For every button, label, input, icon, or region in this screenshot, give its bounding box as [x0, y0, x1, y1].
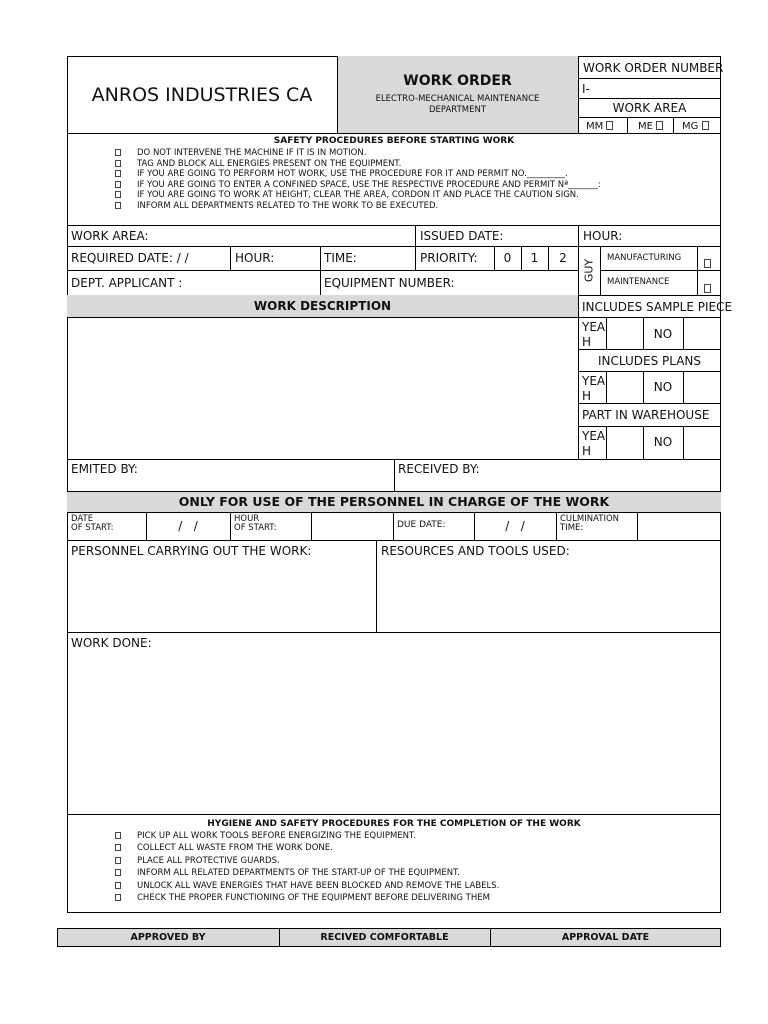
checkbox[interactable]	[115, 160, 121, 167]
divider	[606, 371, 607, 403]
divider	[578, 98, 721, 99]
priority-option-0[interactable]: 0	[503, 251, 512, 265]
form-subtitle: ELECTRO-MECHANICAL MAINTENANCE	[375, 94, 540, 104]
divider	[578, 371, 721, 372]
approved-by-label: APPROVED BY	[130, 932, 206, 943]
form-subtitle: DEPARTMENT	[428, 105, 487, 115]
divider	[578, 56, 579, 133]
priority-label: PRIORITY:	[420, 251, 478, 265]
divider	[673, 117, 674, 133]
divider	[683, 371, 684, 403]
due-date-label: DUE DATE:	[397, 520, 446, 530]
divider	[393, 512, 394, 540]
safety-after-list	[115, 832, 715, 906]
part-in-warehouse-label: PART IN WAREHOUSE	[582, 408, 710, 422]
divider	[697, 246, 698, 295]
divider	[578, 78, 721, 79]
divider	[600, 246, 601, 295]
divider	[606, 426, 607, 459]
divider	[67, 225, 721, 226]
divider	[578, 117, 721, 118]
manufacturing-checkbox[interactable]	[704, 252, 711, 271]
divider	[67, 814, 721, 815]
divider	[67, 270, 578, 271]
safety-item: UNLOCK ALL WAVE ENERGIES THAT HAVE BEEN BLOCKED AND REMOVE THE LABELS.	[115, 882, 715, 894]
divider	[578, 426, 721, 427]
safety-after-title: HYGIENE AND SAFETY PROCEDURES FOR THE COMPLETION OF THE WORK	[207, 819, 581, 829]
divider	[67, 133, 721, 134]
personnel-section-title: ONLY FOR USE OF THE PERSONNEL IN CHARGE OF THE WORK	[178, 494, 610, 509]
safety-item: INFORM ALL DEPARTMENTS RELATED TO THE WORK TO BE EXECUTED.	[115, 202, 715, 213]
maintenance-label: MAINTENANCE	[607, 277, 670, 287]
form-title: WORK ORDER	[403, 73, 512, 89]
emited-by-field[interactable]: EMITED BY:	[71, 462, 138, 476]
hour-of-start-label: HOUR OF START:	[234, 514, 277, 533]
divider	[683, 426, 684, 459]
checkbox[interactable]	[656, 121, 663, 130]
safety-before-list	[115, 149, 715, 212]
divider	[394, 459, 395, 491]
warehouse-yes-option[interactable]: YEA H	[582, 429, 606, 458]
approval-date-label: APPROVAL DATE	[561, 932, 650, 943]
work-description-title: WORK DESCRIPTION	[253, 299, 392, 313]
divider	[67, 491, 721, 492]
resources-tools-label: RESOURCES AND TOOLS USED:	[381, 544, 570, 558]
checkbox[interactable]	[115, 857, 121, 864]
personnel-carrying-area[interactable]	[68, 560, 375, 631]
divider	[67, 632, 721, 633]
priority-option-1[interactable]: 1	[530, 251, 539, 265]
includes-plans-label: INCLUDES PLANS	[597, 354, 702, 368]
safety-item: INFORM ALL RELATED DEPARTMENTS OF THE START-UP OF THE EQUIPMENT.	[115, 869, 715, 881]
divider	[67, 540, 721, 541]
safety-item: IF YOU ARE GOING TO PERFORM HOT WORK, USE THE PROCEDURE FOR IT AND PERMIT NO._________.	[115, 170, 715, 181]
divider	[415, 225, 416, 246]
divider	[67, 512, 721, 513]
checkbox[interactable]	[115, 894, 121, 901]
divider	[320, 246, 321, 295]
work-description-area[interactable]	[68, 318, 577, 458]
area-me-option[interactable]: ME	[638, 121, 663, 132]
safety-item: CHECK THE PROPER FUNCTIONING OF THE EQUIPMENT BEFORE DELIVERING THEM	[115, 894, 715, 906]
time-field[interactable]: TIME:	[324, 251, 357, 265]
divider	[606, 317, 607, 349]
checkbox[interactable]	[115, 202, 121, 209]
sample-no-option[interactable]: NO	[653, 327, 673, 341]
issued-date-field[interactable]: ISSUED DATE:	[420, 229, 504, 243]
safety-item: PICK UP ALL WORK TOOLS BEFORE ENERGIZING THE EQUIPMENT.	[115, 832, 715, 844]
divider	[230, 512, 231, 540]
safety-item: IF YOU ARE GOING TO ENTER A CONFINED SPACE, USE THE RESPECTIVE PROCEDURE AND PERMIT Nª_______:	[115, 181, 715, 192]
checkbox[interactable]	[702, 121, 709, 130]
culmination-time-field[interactable]	[638, 513, 720, 539]
date-of-start-label: DATE OF START:	[71, 514, 114, 533]
maintenance-checkbox[interactable]	[704, 277, 711, 296]
checkbox[interactable]	[115, 844, 121, 851]
required-hour-field[interactable]: HOUR:	[235, 251, 275, 265]
required-date-field[interactable]: REQUIRED DATE: / /	[71, 251, 189, 265]
work-area-field[interactable]: WORK AREA:	[71, 229, 149, 243]
divider	[600, 270, 721, 271]
resources-tools-area[interactable]	[377, 560, 720, 631]
manufacturing-label: MANUFACTURING	[607, 253, 682, 263]
plans-yes-option[interactable]: YEA H	[582, 374, 606, 403]
checkbox[interactable]	[115, 181, 121, 188]
checkbox[interactable]	[115, 170, 121, 177]
divider	[578, 225, 579, 295]
safety-item: PLACE ALL PROTECTIVE GUARDS.	[115, 857, 715, 869]
safety-before-title: SAFETY PROCEDURES BEFORE STARTING WORK	[273, 136, 515, 146]
area-mg-option[interactable]: MG	[682, 121, 709, 132]
safety-item: DO NOT INTERVENE THE MACHINE IF IT IS IN MOTION.	[115, 149, 715, 160]
work-done-area[interactable]	[68, 652, 720, 812]
work-done-label: WORK DONE:	[71, 636, 152, 650]
work-order-number-field[interactable]: I-	[582, 82, 590, 96]
hour-field[interactable]: HOUR:	[583, 229, 623, 243]
area-mm-option[interactable]: MM	[586, 121, 613, 132]
warehouse-no-option[interactable]: NO	[653, 435, 673, 449]
sample-yes-option[interactable]: YEA H	[582, 320, 606, 349]
checkbox[interactable]	[115, 832, 121, 839]
culmination-time-label: CULMINATION TIME:	[560, 514, 619, 533]
checkbox[interactable]	[606, 121, 613, 130]
equipment-number-field[interactable]: EQUIPMENT NUMBER:	[324, 276, 455, 290]
personnel-carrying-label: PERSONNEL CARRYING OUT THE WORK:	[71, 544, 312, 558]
priority-option-2[interactable]: 2	[559, 251, 567, 265]
guy-label: GUY	[582, 258, 596, 283]
divider	[415, 246, 416, 270]
divider	[67, 246, 721, 247]
divider	[683, 317, 684, 349]
company-name: ANROS INDUSTRIES CA	[91, 84, 313, 106]
divider	[230, 246, 231, 270]
work-area-header-label: WORK AREA	[612, 101, 687, 115]
safety-item: COLLECT ALL WASTE FROM THE WORK DONE.	[115, 844, 715, 856]
date-of-start-field[interactable]: / /	[178, 519, 198, 533]
received-comfortable-label: RECIVED COMFORTABLE	[320, 932, 449, 943]
safety-item: TAG AND BLOCK ALL ENERGIES PRESENT ON THE EQUIPMENT.	[115, 160, 715, 171]
checkbox[interactable]	[115, 149, 121, 156]
plans-no-option[interactable]: NO	[653, 380, 673, 394]
checkbox[interactable]	[115, 882, 121, 889]
work-order-number-label: WORK ORDER NUMBER	[583, 61, 724, 75]
divider	[627, 117, 628, 133]
due-date-field[interactable]: / /	[505, 519, 525, 533]
received-by-field[interactable]: RECEIVED BY:	[398, 462, 480, 476]
divider	[578, 295, 579, 459]
safety-item: IF YOU ARE GOING TO WORK AT HEIGHT, CLEAR THE AREA, CORDON IT AND PLACE THE CAUTION SIGN.	[115, 191, 715, 202]
hour-of-start-field[interactable]	[312, 513, 393, 539]
divider	[556, 512, 557, 540]
dept-applicant-field[interactable]: DEPT. APPLICANT :	[71, 276, 183, 290]
checkbox[interactable]	[115, 869, 121, 876]
includes-sample-piece-label: INCLUDES SAMPLE PIECE	[582, 300, 733, 314]
checkbox[interactable]	[115, 191, 121, 198]
